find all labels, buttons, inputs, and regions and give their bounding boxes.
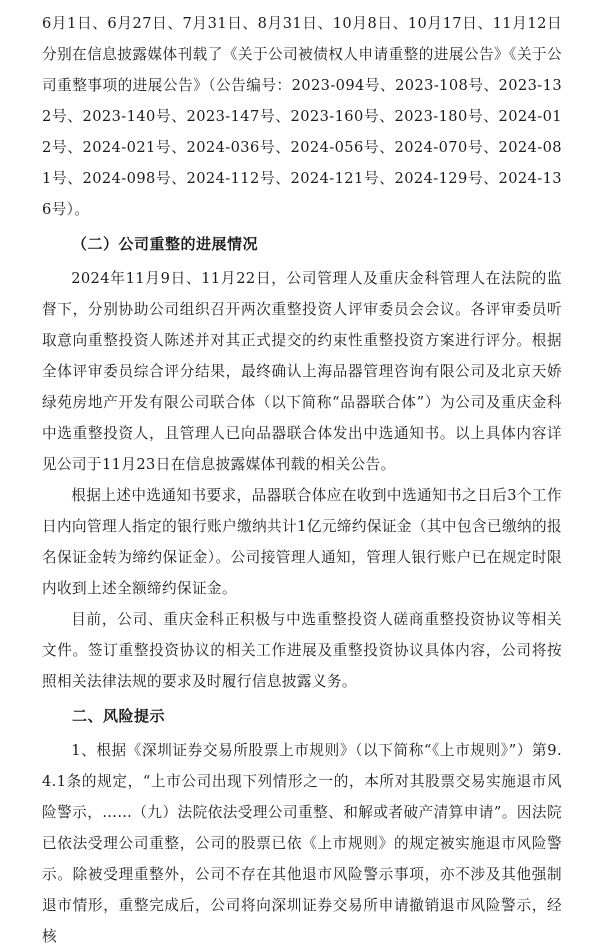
paragraph-delisting-risk: 1、根据《深圳证券交易所股票上市规则》（以下简称“《上市规则》”）第9.4.1条的规定，“上市公司出现下列情形之一的，本所对其股票交易实施退市风险警示，……（九）法院依法受理公司重整、和解或者破产清算申请”。因法院已依法受理公司重整，公司的股票已依《上市规则》的规定被实施退市风险警示。除被受理重整外，公司不存在其他退市风险警示事项，亦不涉及其他强制退市情形，重整完成后，公司将向深圳证券交易所申请撤销退市风险警示，经核 bbox=[42, 742, 562, 945]
section-heading-reorganization-progress: （二）公司重整的进展情况 bbox=[72, 235, 259, 253]
paragraph-current-status: 目前，公司、重庆金科正积极与中选重整投资人磋商重整投资协议等相关文件。签订重整投资协议的相关工作进展及重整投资协议具体内容，公司将按照相关法律法规的要求及时履行信息披露义务。 bbox=[42, 611, 562, 690]
paragraph-deposit: 根据上述中选通知书要求，品器联合体应在收到中选通知书之日后3个工作日内向管理人指定的银行账户缴纳共计1亿元缔约保证金（其中包含已缴纳的报名保证金转为缔约保证金）。公司接管理人通知，管理人银行账户已在规定时限内收到上述全额缔约保证金。 bbox=[42, 487, 562, 597]
paragraph-investor-selection: 2024年11月9日、11月22日，公司管理人及重庆金科管理人在法院的监督下，分别协助公司组织召开两次重整投资人评审委员会会议。各评审委员听取意向重整投资人陈述并对其正式提交的约束性重整投资方案进行评分。根据全体评审委员综合评分结果，最终确认上海品器管理咨询有限公司及北京天娇绿苑房地产开发有限公司联合体（以下简称“品器联合体”）为公司及重庆金科中选重整投资人，且管理人已向品器联合体发出中选通知书。以上具体内容详见公司于11月23日在信息披露媒体刊载的相关公告。 bbox=[42, 270, 562, 473]
paragraph-announcement-history: 6月1日、6月27日、7月31日、8月31日、10月8日、10月17日、11月12日分别在信息披露媒体刊载了《关于公司被债权人申请重整的进展公告》《关于公司重整事项的进展公告》（公告编号：2023-094号、2023-108号、2023-132号、2023-140号、2023-147号、2023-160号、2023-180号、2024-012号、2024-021号、2024-036号、2024-056号、2024-070号、2024-081号、2024-098号、2024-112号、2024-121号、2024-129号、2024-136号）。 bbox=[42, 15, 562, 218]
section-heading-risk-warning: 二、风险提示 bbox=[72, 707, 166, 725]
